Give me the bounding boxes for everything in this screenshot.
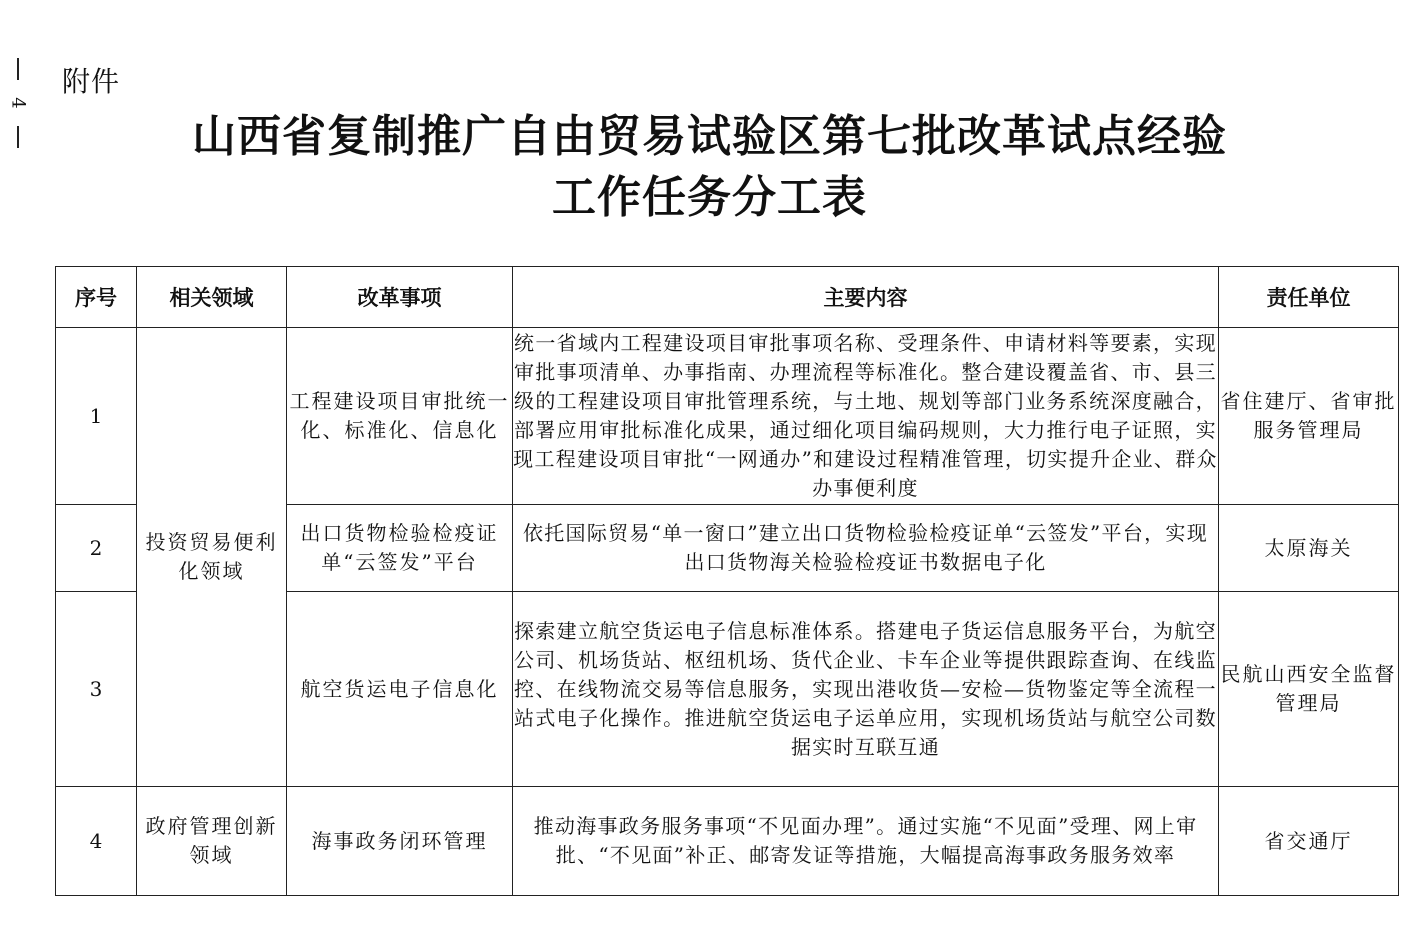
document-title-line-2: 工作任务分工表: [552, 172, 867, 223]
column-header-content: 主要内容: [513, 267, 1219, 328]
row-field: 政府管理创新领域: [137, 787, 287, 896]
row-seq: 2: [56, 505, 137, 592]
column-header-unit: 责任单位: [1219, 267, 1399, 328]
row-item: 出口货物检验检疫证单“云签发”平台: [287, 505, 513, 592]
row-unit: 省交通厅: [1219, 787, 1399, 896]
column-header-field: 相关领域: [137, 267, 287, 328]
column-header-seq: 序号: [56, 267, 137, 328]
row-content: 推动海事政务服务事项“不见面办理”。通过实施“不见面”受理、网上审批、“不见面”补正、邮寄发证等措施，大幅提高海事政务服务效率: [513, 787, 1219, 896]
row-field: 投资贸易便利化领域: [137, 328, 287, 787]
table-header-row: [56, 267, 1399, 328]
row-seq: 1: [56, 328, 137, 505]
row-item: 航空货运电子信息化: [287, 592, 513, 787]
task-assignment-table: [55, 266, 1399, 896]
row-content: 统一省域内工程建设项目审批事项名称、受理条件、申请材料等要素，实现审批事项清单、办事指南、办理流程等标准化。整合建设覆盖省、市、县三级的工程建设项目审批管理系统，与土地、规划等部门业务系统深度融合，部署应用审批标准化成果，通过细化项目编码规则，大力推行电子证照，实现工程建设项目审批“一网通办”和建设过程精准管理，切实提升企业、群众办事便利度: [513, 328, 1219, 505]
column-header-item: 改革事项: [287, 267, 513, 328]
row-content: 探索建立航空货运电子信息标准体系。搭建电子货运信息服务平台，为航空公司、机场货站、枢纽机场、货代企业、卡车企业等提供跟踪查询、在线监控、在线物流交易等信息服务，实现出港收货—安检—货物鉴定等全流程一站式电子化操作。推进航空货运电子运单应用，实现机场货站与航空公司数据实时互联互通: [513, 592, 1219, 787]
row-unit: 太原海关: [1219, 505, 1399, 592]
table-row: [56, 787, 1399, 896]
row-seq: 3: [56, 592, 137, 787]
row-unit: 省住建厅、省审批服务管理局: [1219, 328, 1399, 505]
document-title-line-1: 山西省复制推广自由贸易试验区第七批改革试点经验: [192, 111, 1227, 162]
attachment-label: 附件: [62, 65, 121, 98]
row-item: 海事政务闭环管理: [287, 787, 513, 896]
page-number: 4: [7, 97, 29, 109]
row-content: 依托国际贸易“单一窗口”建立出口货物检验检疫证单“云签发”平台，实现出口货物海关检验检疫证书数据电子化: [513, 505, 1219, 592]
table-row: [56, 328, 1399, 505]
row-item: 工程建设项目审批统一化、标准化、信息化: [287, 328, 513, 505]
row-unit: 民航山西安全监督管理局: [1219, 592, 1399, 787]
side-mark-top-rule: [17, 58, 19, 80]
row-seq: 4: [56, 787, 137, 896]
